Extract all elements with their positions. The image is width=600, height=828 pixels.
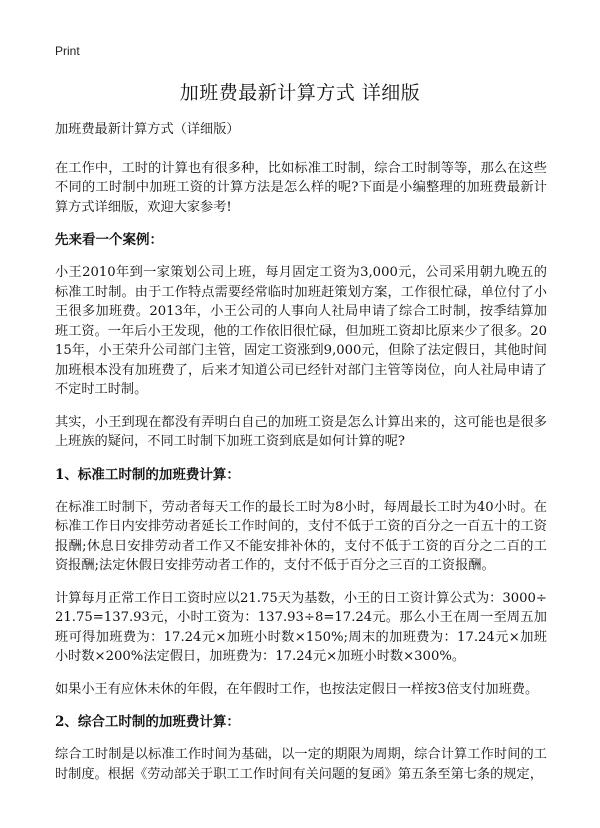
case-paragraph: 小王2010年到一家策划公司上班，每月固定工资为3,000元，公司采用朝九晚五的标准工时制。由于工作特点需要经常临时加班赶策划方案，工作很忙碌，单位付了小王很多加班费。2013年，小王公司的人事向人社局申请了综合工时制，按季结算加班工资。一年后小王发现，他的工作依旧很忙碌，但加班工资却比原来少了很多。2015年，小王荣升公司部门主管，固定工资涨到9,000元，但除了法定假日，其他时间加班根本没有加班费了，后来才知道公司已经针对部门主管等岗位，向人社局申请了不定时工时制。 xyxy=(55,265,547,397)
section1-heading: 1、标准工时制的加班费计算： xyxy=(55,466,240,483)
document-subtitle: 加班费最新计算方式（详细版） xyxy=(55,122,240,137)
section1-paragraph-rules: 在标准工时制下，劳动者每天工作的最长工时为8小时，每周最长工时为40小时。在标准工作日内安排劳动者延长工作时间的，支付不低于工资的百分之一百五十的工资报酬;休息日安排劳动者工作又不能安排补休的，支付不低于工资的百分之二百的工资报酬;法定休假日安排劳动者工作的，支付不低于百分之三百的工资报酬。 xyxy=(55,499,547,573)
section2-heading: 2、综合工时制的加班费计算： xyxy=(55,714,240,730)
section2-paragraph: 综合工时制是以标准工作时间为基础，以一定的期限为周期，综合计算工作时间的工时制度。根据《劳动部关于职工工作时间有关问题的复函》第五条至第七条的规定， xyxy=(55,747,547,782)
print-link[interactable]: Print xyxy=(55,44,80,58)
case-heading: 先来看一个案例： xyxy=(55,232,163,248)
intro-paragraph: 在工作中，工时的计算也有很多种，比如标准工时制，综合工时制等等，那么在这些不同的工时制中加班工资的计算方法是怎么样的呢?下面是小编整理的加班费最新计算方式详细版，欢迎大家参考! xyxy=(55,160,547,215)
document-body xyxy=(55,120,547,797)
section1-paragraph-annual-leave: 如果小王有应休未休的年假，在年假时工作，也按法定假日一样按3倍支付加班费。 xyxy=(55,681,539,697)
question-paragraph: 其实，小王到现在都没有弄明白自己的加班工资是怎么计算出来的，这可能也是很多上班族的疑问，不同工时制下加班工资到底是如何计算的呢? xyxy=(55,414,547,449)
section1-paragraph-formula: 计算每月正常工作日工资时应以21.75天为基数，小王的日工资计算公式为：3000÷21.75=137.93元，小时工资为：137.93÷8=17.24元。那么小王在周一至周五加班可得加班费为：17.24元×加班小时数×150%;周末的加班费为：17.24元×加班小时数×200%法定假日，加班费为：17.24元×加班小时数×300%。 xyxy=(55,590,547,664)
page-title: 加班费最新计算方式 详细版 xyxy=(179,82,421,104)
